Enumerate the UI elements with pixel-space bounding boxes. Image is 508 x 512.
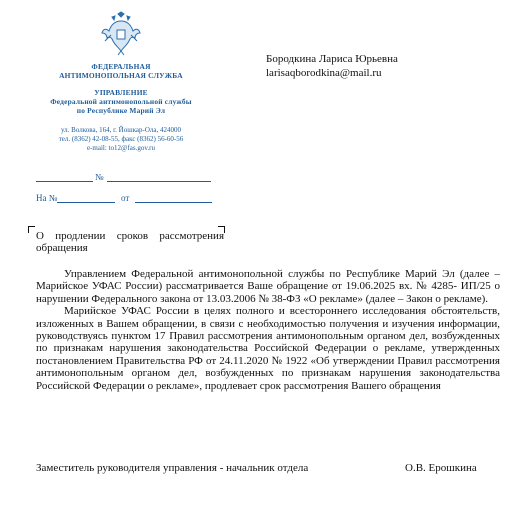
org-address: ул. Волкова, 164, г. Йошкар-Ола, 424000 xyxy=(60,126,182,134)
signatory-name: О.В. Ерошкина xyxy=(405,462,477,474)
subject-bracket-left xyxy=(28,226,35,233)
reference-date-label: от xyxy=(121,193,130,203)
reference-number-line xyxy=(57,202,115,203)
outgoing-number-line xyxy=(107,181,211,182)
dept-name-line3: по Республике Марий Эл xyxy=(76,106,166,115)
dept-name-line2: Федеральной антимонопольной службы xyxy=(50,97,192,106)
dept-name-line1: УПРАВЛЕНИЕ xyxy=(94,88,148,97)
outgoing-number-label: № xyxy=(95,172,104,182)
signatory-position: Заместитель руководителя управления - начальник отдела xyxy=(36,462,309,474)
recipient-email: larisaqborodkina@mail.ru xyxy=(266,67,382,79)
subject-line: О продлении сроков рассмотрения обращения xyxy=(36,230,224,254)
reference-number-label: На № xyxy=(36,193,58,203)
letter-body xyxy=(36,268,500,392)
outgoing-date-line xyxy=(36,181,93,182)
recipient-name: Бородкина Лариса Юрьевна xyxy=(266,53,398,65)
body-paragraph-1: Управлением Федеральной антимонопольной службы по Республике Марий Эл (далее – Марийское УФАС России) рассматривается Ваше обращение от 19.06.2025 вх. № 4285- ИП/25 о нарушении Федерального закона от 13.03.2006 № 38-ФЗ «О рекламе» (далее – Закон о рекламе). xyxy=(36,268,500,305)
coat-of-arms-icon xyxy=(101,11,141,57)
org-phones: тел. (8362) 42-08-55, факс (8362) 56-60-56 xyxy=(58,135,184,143)
org-email: e-mail: to12@fas.gov.ru xyxy=(86,144,155,152)
body-paragraph-2: Марийское УФАС России в целях полного и всестороннего исследования обстоятельств, изложенных в Вашем обращении, в связи с необходимостью получения и изучения информации, руководствуясь пунктом 17 Правил рассмотрения антимонопольным органом дел, возбужденных по признакам нарушения законодательства Российской Федерации о рекламе, утвержденных постановлением Правительства РФ от 24.11.2020 № 1922 «Об утверждении Правил рассмотрения антимонопольным органом дел, возбужденных по признакам нарушения законодательства Российской Федерации о рекламе», продлевает срок рассмотрения Вашего обращения xyxy=(36,305,500,392)
reference-date-line xyxy=(135,202,212,203)
org-name-line2: АНТИМОНОПОЛЬНАЯ СЛУЖБА xyxy=(59,71,183,80)
org-name-line1: ФЕДЕРАЛЬНАЯ xyxy=(91,62,151,71)
